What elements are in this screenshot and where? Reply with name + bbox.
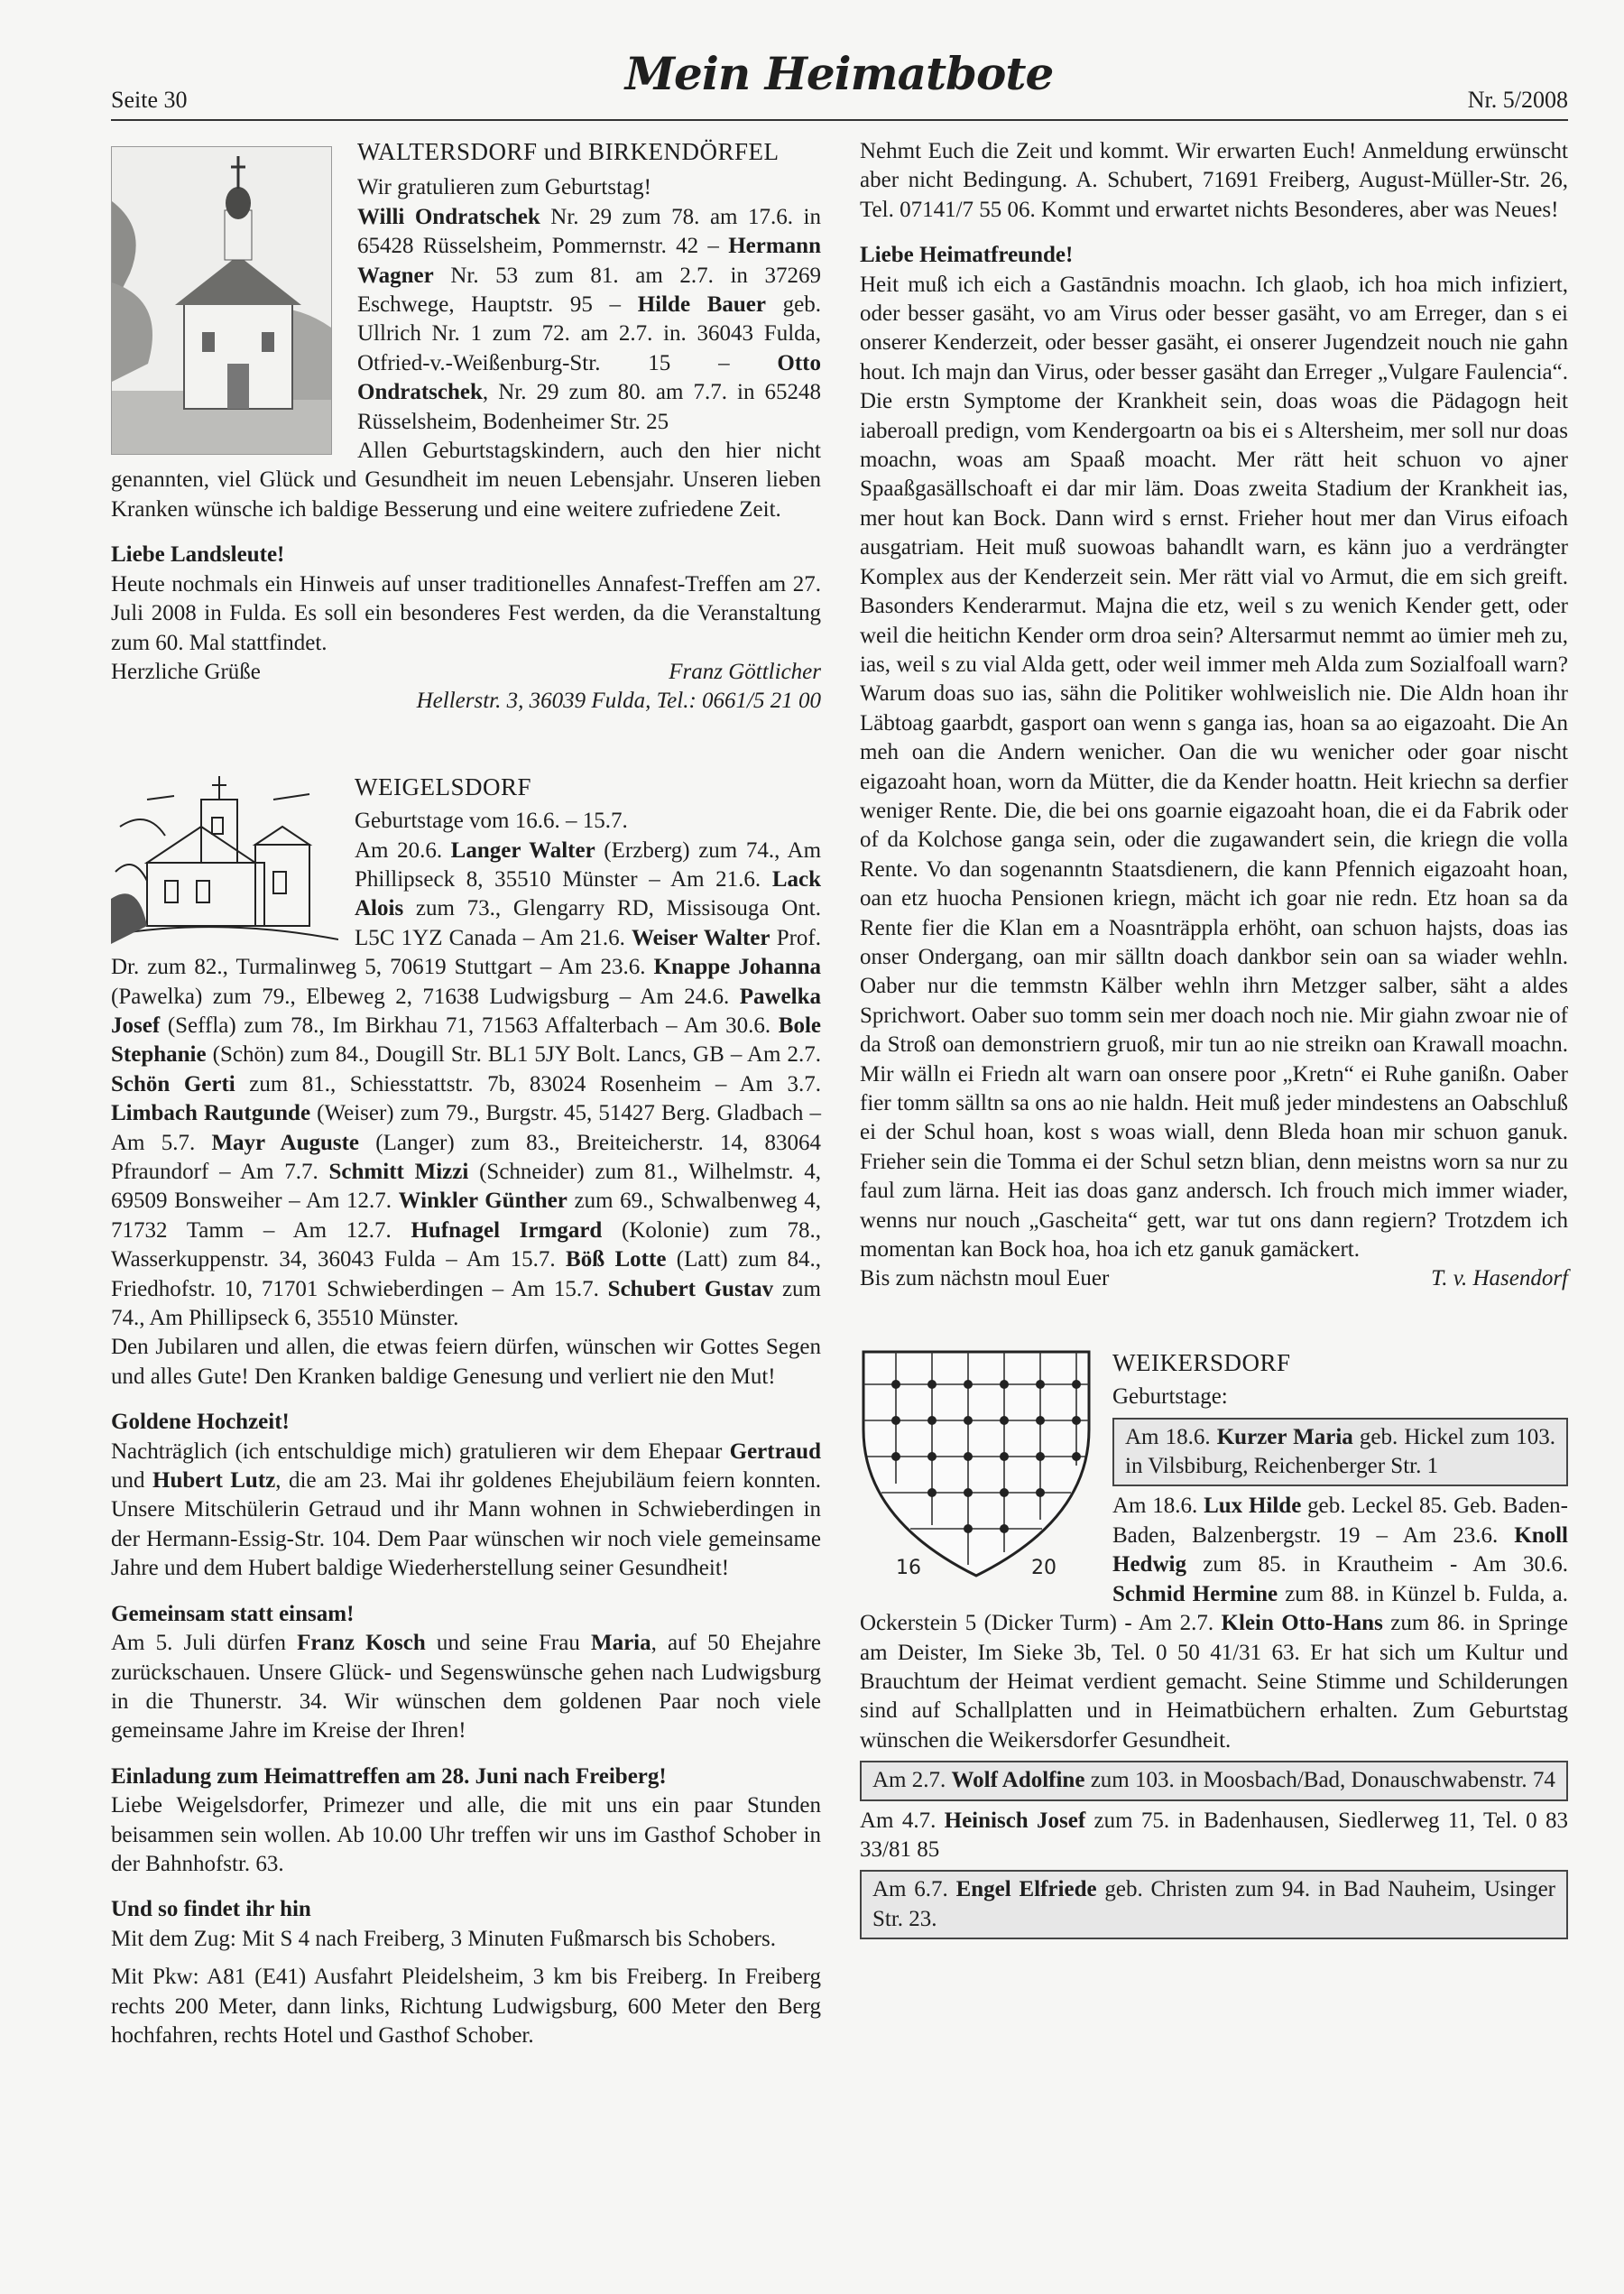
shield-year-right: 20 <box>1031 1556 1057 1579</box>
text-segment: zum 81., Schiesstattstr. 7b, 83024 Rosenheim – Am 3.7. <box>235 1071 821 1096</box>
name: Hubert Lutz <box>152 1468 276 1494</box>
birthday-box-wolf: Am 2.7. Wolf Adolfine zum 103. in Moosbach/Bad, Donauschwabenstr. 74 <box>860 1761 1568 1800</box>
name: Maria <box>590 1631 651 1656</box>
einladung-heading: Einladung zum Heimattreffen am 28. Juni nach Freiberg! <box>111 1763 667 1789</box>
heimatfreunde-heading: Liebe Heimatfreunde! <box>860 243 1074 268</box>
waltersdorf-birthdays: Willi Ondratschek Nr. 29 zum 78. am 17.6. in 65428 Rüsselsheim, Pommernstr. 42 – Hermann Wagner Nr. 53 zum 81. am 2.7. in 37269 Eschwege, Hauptstr. 95 – Hilde Bauer geb. Ullrich Nr. 1 zum 72. am 2.7. in. 36043 Fulda, Otfried-v.-Weißenburg-Str. 15 – Otto Ondratschek, Nr. 29 zum 80. am 7.7. in 65248 Rüsselsheim, Bodenheimer Str. 25 <box>357 204 822 434</box>
weigelsdorf-title: WEIGELSDORF <box>355 772 531 800</box>
left-column <box>111 137 821 2050</box>
author-address: Hellerstr. 3, 36039 Fulda, Tel.: 0661/5 21 00 <box>416 689 821 714</box>
name: Engel Elfriede <box>955 1877 1097 1902</box>
directions-heading: Und so findet ihr hin <box>111 1897 311 1922</box>
name: Wolf Adolfine <box>951 1768 1085 1793</box>
name: Lux Hilde <box>1204 1494 1302 1519</box>
weigelsdorf-intro: Geburtstage vom 16.6. – 15.7. <box>355 809 628 834</box>
name: Böß Lotte <box>566 1247 667 1272</box>
name: Schmid Hermine <box>1112 1581 1278 1606</box>
text-segment: (Pawelka) zum 79., Elbeweg 2, 71638 Ludwigsburg – Am 24.6. <box>111 984 740 1009</box>
text-segment: zum 69., Schwalbenweg 4, 71732 Tamm – Am 12.7. <box>111 1189 821 1243</box>
name: Hilde Bauer <box>637 292 766 318</box>
weikersdorf-coat-of-arms <box>860 1348 1093 1585</box>
gemeinsam-heading: Gemeinsam statt einsam! <box>111 1601 355 1626</box>
name: Langer Walter <box>450 837 595 863</box>
text-segment: zum 74., Am Phillipseck 6, 35510 Münster. <box>111 1276 822 1331</box>
name: Knappe Johanna <box>653 955 822 980</box>
signature-row <box>111 658 821 687</box>
church-drawing <box>111 772 338 944</box>
golden-wedding-text: Nachträglich (ich entschuldige mich) gratulieren wir dem Ehepaar Gertraud und Hubert Lutz, die am 23. Mai ihr goldenes Ehejubiläum feiern konnten. Unsere Mitschülerin Getraud und ihr Mann wohnen in Schwieberdingen in der Hermann-Essig-Str. 104. Dem Paar wünschen wir noch viele gemeinsame Jahre und dem Hubert baldige Wiederherstellung seiner Gesundheit! <box>111 1438 821 1581</box>
name: Limbach Rautgunde <box>111 1101 311 1126</box>
weigelsdorf-wishes: Den Jubilaren und allen, die etwas feiern dürfen, wünschen wir Gottes Segen und alles Gute! Den Kranken baldige Genesung und verliert nie den Mut! <box>111 1335 821 1389</box>
dialect-article: Heit muß ich eich a Gastāndnis moachn. Ich glaob, ich hoa mich infiziert, oder besser gasäht, vo am Virus oder besser gasäht, vo am Erreger, dan s ei onserer Kenderzeit, oder besser gasäht, ei onserer Jugendzeit nouch nie gahn hout. Ich majn dan Virus, oder besser gasäht dan Erreger „Vulgare Faulencia“. Die erstn Symptome der Krankheit sein, doas woas die Pädagogn heit iaberoall predign, vom Kendergoartn oa bis ei s Altersheim, mer soll nur doas moachn, woas am Spaaß moacht. Mer rätt heit schuon vo ajner Spaaßgasällschoaft ei dar mir läm. Doas zweita Stadium der Krankheit ias, mer hout kan Bock. Dann wird s ernst. Frieher hout mer dan Virus eifoach ausgatriam. Heit muß suowoas bahandlt warn, es känn juo a verdrängter Komplex aus der Kenderzeit sein. Mer rätt vial vo Armut, die em sich greift. Basonders Kenderarmut. Majna die etz, weil s zu wenich Kender gett, oder weil die heitichn Kender orm droa sein? Altersarmut nemmt ao ümier meh zu, ias, weil s zu vial Alda gett, oder weil immer meh Alda zum Sozialfoall warn? Warum doas suo ias, sähn die Politiker wohlweislich nie. Die Aldn hoan ihr Läbtoag gaarbdt, gasport oan wenn s ganga ias, hoan sa ao eigazoaht. Die An meh oan die Andern wenicher. Oan die wu wenicher oder goar nischt eigazoaht hoan, worn da Mütter, die da Kender hoattn. Heit kriechn sa derfier weniger Rente. Die, die bei ons goarnie eigazoaht hoan, die ei da Fabrik oder of da Kolchose ganga sein, oder die zugawandert sein, die kriegn die volla Rente. Vo dan sogenanntn Staatsdienern, die kann Pfennich eigazoaht hoan, oan etz huocha Pensionen kriegn, mächt ich goar nie redn. Etz hoan sa da Rente fier die Klan em a Noasnträppla erhöht, oan schuon hajsts, doas ias onser Ondergang, oan mir sälltn doach dankbor sein oan sa wiader wehln. Oaber nur die temmstn Kälber wehln ihrn Metzger salber, säht a aldes Sprichwort. Oaber suo tomm sein mer doach noch nie. Mir giahn zwoar nie of da Stroß oan demonstriern gruoß, mir tun ao nie streikn oan Krawall moachn. Mir wälln ei Friedn alt warn oan onsere poor „Kretn“ ei Ruhe ganißn. Oaber fier tomm sälltn sa ons ao nie haldn. Heit muß jeder mindestens an Oabschluß ei der Schul hoan, kost s woas wiall, denn Bleda hoan mir schuon ganuk. Frieher sein die Tomma ei der Schul setzn blian, denn meistns worn sa nur zu faul zum lärna. Heit ias doas ganz andersch. Ich frouch mich immer wiader, wenns nur nouch „Gascheita“ gett, war tut ons dann regiern? Trotzdem ich momentan kan Bock hoa, hoa ich etz ganuk gamäckert. <box>860 272 1568 1263</box>
waltersdorf-congrats: Wir gratulieren zum Geburtstag! <box>357 175 651 200</box>
chapel-photo <box>111 146 332 455</box>
annafest-text: Heute nochmals ein Hinweis auf unser traditionelles Annafest-Treffen am 27. Juli 2008 in Fulda. Es soll ein besonderes Fest werden, da die Veranstaltung zum 60. Mal stattfindet. <box>111 571 821 655</box>
text-segment: (Weiser) zum 79., Burgstr. 45, 51427 Berg. Gladbach – Am 5.7. <box>111 1101 821 1155</box>
text-segment: (Latt) zum 84., Friedhofstr. 10, 71701 Schwieberdingen – Am 15.7. <box>111 1247 822 1301</box>
text-segment: zum 73., Glengarry RD, Missisouga Ont. L5C 1YZ Canada – Am 21.6. <box>355 896 821 950</box>
closing-row <box>860 1264 1568 1293</box>
text-segment: (Seffla) zum 78., Im Birkhau 71, 71563 Affalterbach – Am 30.6. <box>160 1013 779 1038</box>
name: Knoll Hedwig <box>1112 1522 1568 1577</box>
name: Kurzer Maria <box>1216 1424 1353 1449</box>
text-segment: (Kolonie) zum 78., Wasserkuppenstr. 34, 36043 Fulda – Am 15.7. <box>111 1217 821 1272</box>
birthday-box-engel: Am 6.7. Engel Elfriede geb. Christen zum 94. in Bad Nauheim, Usinger Str. 23. <box>860 1870 1568 1939</box>
name: Otto Ondratschek <box>357 350 821 405</box>
name: Schmitt Mizzi <box>328 1160 469 1184</box>
name: Bole Stephanie <box>111 1013 821 1068</box>
author: Franz Göttlicher <box>669 659 821 684</box>
name: Gertraud <box>729 1438 821 1464</box>
name: Hermann Wagner <box>357 234 821 288</box>
waltersdorf-title: WALTERSDORF und BIRKENDÖRFEL <box>357 138 780 165</box>
waltersdorf-wishes: Allen Geburtstagskindern, auch den hier nicht genannten, viel Glück und Gesundheit im neuen Lebensjahr. Unseren lieben Kranken wünsche ich baldige Besserung und eine weitere zufriedene Zeit. <box>111 439 821 522</box>
issue-number: Nr. 5/2008 <box>1467 87 1568 113</box>
name: Klein Otto-Hans <box>1221 1611 1383 1636</box>
header-rule <box>111 119 1568 121</box>
closing-author: T. v. Hasendorf <box>1431 1266 1568 1291</box>
name: Pawelka Josef <box>111 984 821 1038</box>
name: Heinisch Josef <box>944 1808 1086 1833</box>
name: Franz Kosch <box>297 1631 426 1656</box>
text-segment: (Erzberg) zum 74., Am Phillipseck 8, 35510 Münster – Am 21.6. <box>355 837 822 892</box>
text-segment: Prof. Dr. zum 82., Turmalinweg 5, 70619 Stuttgart – Am 23.6. <box>111 925 821 980</box>
directions-car: Mit Pkw: A81 (E41) Ausfahrt Pleidelsheim, 3 km bis Freiberg. In Freiberg rechts 200 Meter, dann links, Richtung Ludwigsburg, 600 Meter den Berg hochfahren, rechts Hotel und Gasthof Schober. <box>111 1965 821 2048</box>
golden-wedding-heading: Goldene Hochzeit! <box>111 1410 290 1435</box>
page-number: Seite 30 <box>111 87 188 113</box>
name: Lack Alois <box>355 866 821 921</box>
name: Mayr Auguste <box>211 1130 360 1155</box>
text-segment: Am 20.6. <box>355 837 451 863</box>
name: Weiser Walter <box>632 925 770 950</box>
name: Hufnagel Irmgard <box>411 1217 603 1243</box>
weikersdorf-heinisch: Am 4.7. Heinisch Josef zum 75. in Badenhausen, Siedlerweg 11, Tel. 0 83 33/81 85 <box>860 1808 1568 1862</box>
weikersdorf-intro: Geburtstage: <box>1112 1384 1228 1410</box>
birthday-box-kurzer: Am 18.6. Kurzer Maria geb. Hickel zum 103. in Vilsbiburg, Reichenberger Str. 1 <box>1112 1418 1568 1487</box>
masthead-title: Mein Heimatbote <box>624 47 1054 100</box>
directions-train: Mit dem Zug: Mit S 4 nach Freiberg, 3 Minuten Fußmarsch bis Schobers. <box>111 1926 776 1951</box>
weikersdorf-title: WEIKERSDORF <box>1112 1348 1291 1376</box>
einladung-text: Liebe Weigelsdorfer, Primezer und alle, die mit uns ein paar Stunden beisammen sein wollen. Ab 10.00 Uhr treffen wir uns im Gasthof Schober in der Bahnhofstr. 63. <box>111 1793 821 1876</box>
chapel-photo-image <box>112 147 331 454</box>
text-segment: (Schön) zum 84., Dougill Str. BL1 5JY Bolt. Lancs, GB – Am 2.7. <box>206 1042 821 1068</box>
name: Schubert Gustav <box>607 1276 774 1301</box>
greeting: Herzliche Grüße <box>111 659 261 684</box>
name: Schön Gerti <box>111 1071 235 1096</box>
text-segment: (Schneider) zum 81., Wilhelmstr. 4, 69509 Bonsweiher – Am 12.7. <box>111 1160 821 1214</box>
right-column <box>860 137 1568 1945</box>
gemeinsam-text: Am 5. Juli dürfen Franz Kosch und seine Frau Maria, auf 50 Ehejahre zurückschauen. Unsere Glück- und Segenswünsche gehen nach Ludwigsburg in die Thunerstr. 34. Wir wünschen dem goldenen Paar noch viele gemeinsame Jahre im Kreise der Ihren! <box>111 1631 821 1744</box>
shield-year-left: 16 <box>896 1556 921 1579</box>
name: Winkler Günther <box>398 1189 567 1214</box>
name: Willi Ondratschek <box>357 204 540 229</box>
landsleute-heading: Liebe Landsleute! <box>111 542 285 568</box>
closing: Bis zum nächstn moul Euer <box>860 1266 1110 1291</box>
text-segment: (Langer) zum 83., Breiteicherstr. 14, 83064 Pfraundorf – Am 7.7. <box>111 1130 821 1184</box>
weikersdorf-birthdays: Am 18.6. Lux Hilde geb. Leckel 85. Geb. Baden-Baden, Balzenbergstr. 19 – Am 23.6. Knoll Hedwig zum 85. in Krautheim - Am 30.6. Schmid Hermine zum 88. in Künzel b. Fulda, a. Ockerstein 5 (Dicker Turm) - Am 2.7. Klein Otto-Hans zum 86. in Springe am Deister, Im Sieke 3b, Tel. 0 50 41/31 63. Er hat sich um Kultur und Brauchtum der Heimat verdient gemacht. Seine Stimme und Schilderungen sind auf Schallplatten und in Heimatbüchern erhalten. Zum Geburtstag wünschen die Weikersdorfer Gesundheit. <box>860 1494 1568 1753</box>
meeting-info: Nehmt Euch die Zeit und kommt. Wir erwarten Euch! Anmeldung erwünscht aber nicht Bedingung. A. Schubert, 71691 Freiberg, August-Müller-Str. 26, Tel. 07141/7 55 06. Kommt und erwartet nichts Besonderes, aber was Neues! <box>860 139 1568 222</box>
